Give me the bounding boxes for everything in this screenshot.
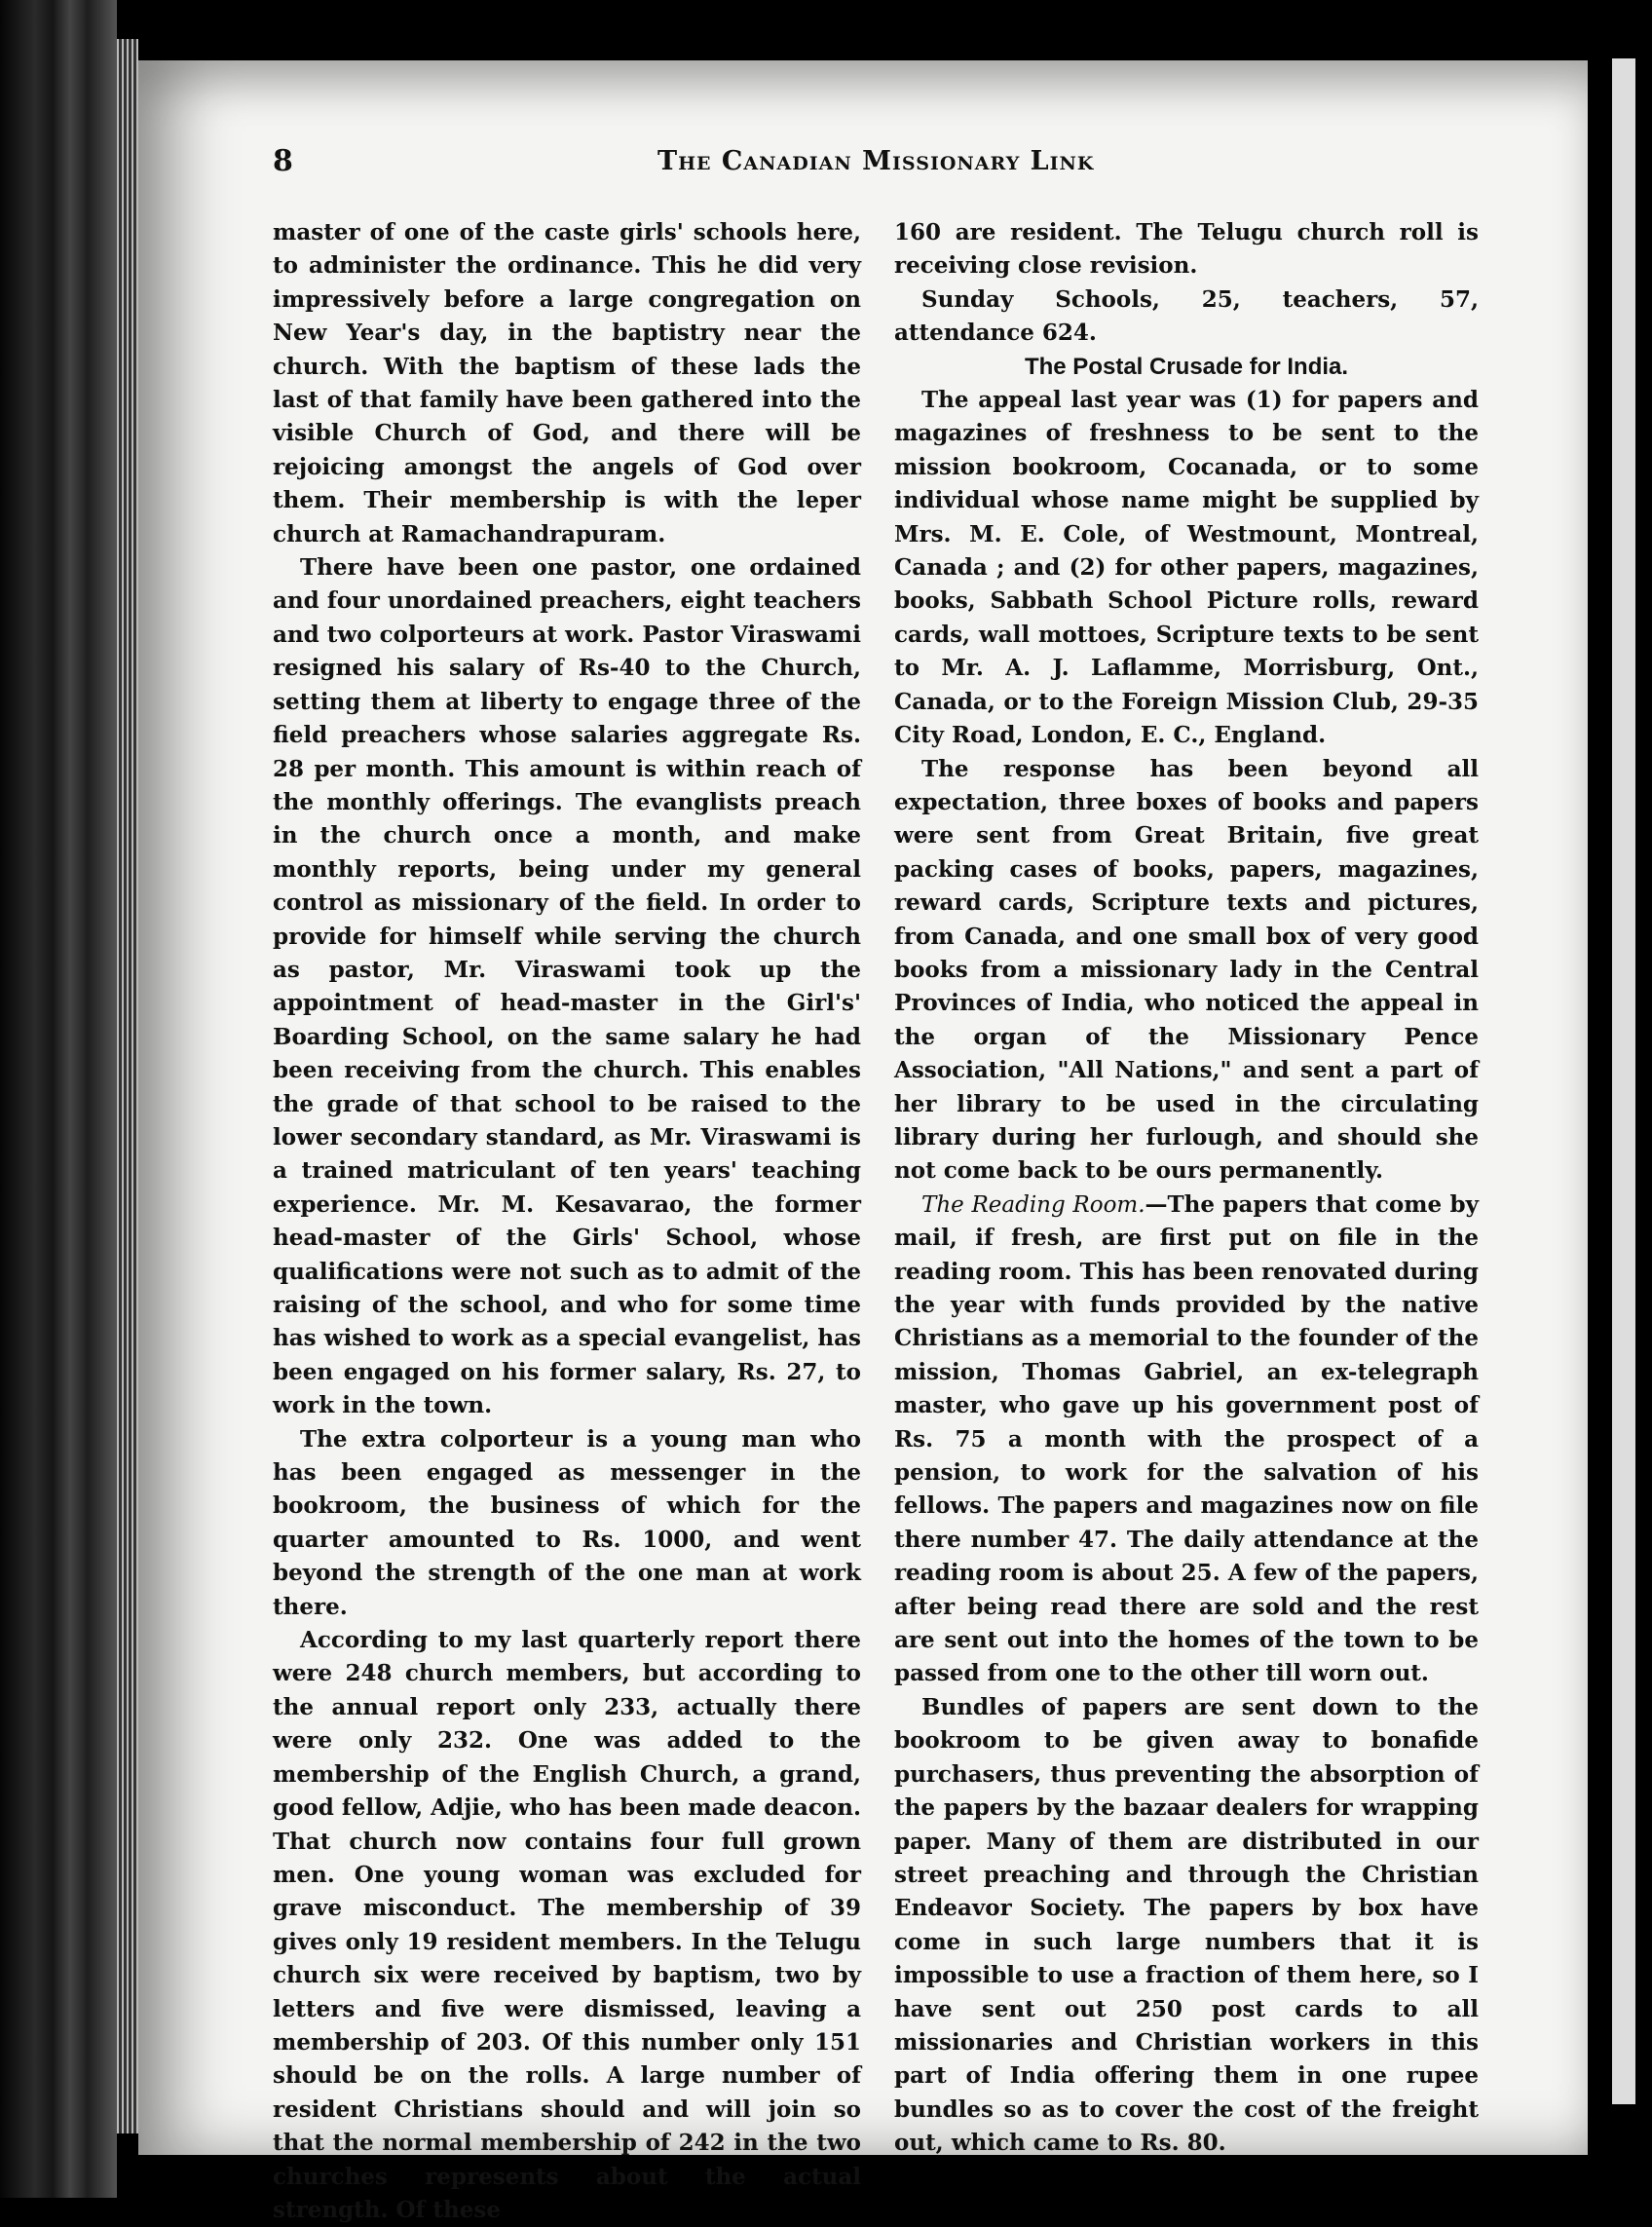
left-column [273, 216, 861, 2227]
page-edges [117, 39, 138, 2133]
paragraph: Bundles of papers are sent down to the bookroom to be given away to bonafide purchasers, thus preventing the absorption of the papers by the bazaar dealers for wrapping paper. Many of them are distributed in our street preaching and through the Christian Endeavor Society. The papers by box have come in such large numbers that it is impossible to use a fraction of them here, so I have sent out 250 post cards to all missionaries and Christian workers in this part of India offering them in one rupee bundles so as to cover the cost of the freight out, which came to Rs. 80. [894, 1693, 1479, 2157]
paragraph: The extra colporteur is a young man who has been engaged as messenger in the bookroom, the business of which for the quarter amounted to Rs. 1000, and went beyond the strength of the one man at work there. [273, 1425, 861, 1620]
page-header [273, 144, 1101, 183]
paragraph: There have been one pastor, one ordained and four unordained preachers, eight teachers and two colporteurs at work. Pastor Viraswami resigned his salary of Rs-40 to the Church, setting them at liberty to engage three of the field preachers whose salaries aggregate Rs. 28 per month. This amount is within reach of the monthly offerings. The evanglists preach in the church once a month, and make monthly reports, being under my general control as missionary of the field. In order to provide for himself while serving the church as pastor, Mr. Viraswami took up the appointment of head-master in the Girl's' Boarding School, on the same salary he had been receiving from the church. This enables the grade of that school to be raised to the lower secondary standard, as Mr. Viraswami is a trained matriculant of ten years' teaching experience. Mr. M. Kesavarao, the former head-master of the Girls' School, whose qualifications were not such as to admit of the raising of the school, and who for some time has wished to work as a special evangelist, has been engaged on his former salary, Rs. 27, to work in the town. [273, 554, 861, 1419]
paragraph: According to my last quarterly report there were 248 church members, but according to the annual report only 233, actually there were only 232. One was added to the membership of the English Church, a grand, good fellow, Adjie, who has been made deacon. That church now contains four full grown men. One young woman was excluded for grave misconduct. The membership of 39 gives only 19 resident members. In the Telugu church six were received by baptism, two by letters and five were dismissed, leaving a membership of 203. Of this number only 151 should be on the rolls. A large number of resident Christians should and will join so that the normal membership of 242 in the two churches represents about the actual strength. Of these [273, 1627, 861, 2223]
page-number: 8 [273, 144, 293, 178]
book-spine-shadow [0, 0, 117, 2198]
paragraph: The appeal last year was (1) for papers and magazines of freshness to be sent to the mission bookroom, Cocanada, or to some individual whose name might be supplied by Mrs. M. E. Cole, of Westmount, Montreal, Canada ; and (2) for other papers, magazines, books, Sabbath School Picture rolls, reward cards, wall mottoes, Scripture texts to be sent to Mr. A. J. Laflamme, Morrisburg, Ont., Canada, or to the Foreign Mission Club, 29-35 City Road, London, E. C., England. [894, 387, 1479, 749]
paragraph: Sunday Schools, 25, teachers, 57, attendance 624. [894, 285, 1479, 347]
right-column [894, 216, 1479, 2161]
next-page-edge [1612, 58, 1635, 2104]
paragraph [894, 1189, 1479, 1691]
paragraph: 160 are resident. The Telugu church roll is receiving close revision. [894, 219, 1479, 280]
paragraph: master of one of the caste girls' schools here, to administer the ordinance. This he did very impressively before a large congregation on New Year's day, in the baptistry near the church. With the baptism of these lads the last of that family have been gathered into the visible Church of God, and there will be rejoicing amongst the angels of God over them. Their membership is with the leper church at Ramachandrapuram. [273, 219, 861, 547]
reading-room-subheading: The Reading Room. [921, 1191, 1145, 1218]
paragraph: The response has been beyond all expectation, three boxes of books and papers were sent from Great Britain, five great packing cases of books, papers, magazines, reward cards, Scripture texts and pictures, from Canada, and one small box of very good books from a missionary lady in the Central Provinces of India, who noticed the appeal in the organ of the Missionary Pence Association, "All Nations," and sent a part of her library to be used in the circulating library during her furlough, and should she not come back to be ours permanently. [894, 755, 1479, 1185]
running-title: The Canadian Missionary Link [657, 146, 1095, 176]
section-heading: The Postal Crusade for India. [1024, 353, 1349, 380]
reading-room-text: —The papers that come by mail, if fresh, are first put on file in the reading room. This has been renovated during the year with funds provided by the native Christians as a memorial to the founder of the mission, Thomas Gabriel, an ex-telegraph master, who gave up his government post of Rs. 75 a month with the prospect of a pension, to work for the salvation of his fellows. The papers and magazines now on file there number 47. The daily attendance at the reading room is about 25. A few of the papers, after being read there are sold and the rest are sent out into the homes of the town to be passed from one to the other till worn out. [894, 1190, 1479, 1687]
